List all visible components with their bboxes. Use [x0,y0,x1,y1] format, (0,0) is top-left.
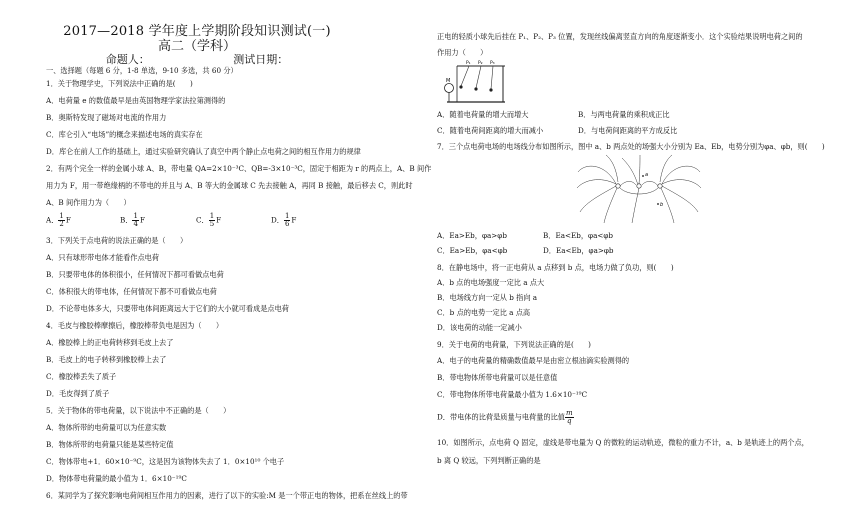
q4-option-a: A．橡胶棒上的正电荷转移到毛皮上去了 [46,338,174,347]
q4-option-b: B．毛皮上的电子转移到橡胶棒上去了 [46,355,167,364]
q8-option-d: D．该电荷的动能一定减小 [437,323,522,332]
section-heading: 一、选择题（每题 6 分，1-8 单选，9-10 多选，共 60 分） [46,66,238,75]
q4-option-d: D．毛皮得到了质子 [46,389,110,398]
q6-fig-label-p1: P₁ [466,61,471,66]
q8-option-a: A．b 点的电场强度一定比 a 点大 [437,278,545,287]
q7-stem: 7．三个点电荷电场的电场线分布如图所示，图中 a、b 两点处的场强大小分别为 Ea、Eb，电势分别为φa、φb，则( ) [437,142,825,151]
q4-option-c: C．橡胶棒丢失了质子 [46,372,117,381]
q9-option-b: B．带电物体所带电荷量可以是任意值 [437,373,558,382]
q3-option-d: D．不论带电体多大，只要带电体间距离远大于它们的大小就可看成是点电荷 [46,304,289,313]
exam-title: 2017—2018 学年度上学期阶段知识测试(一) [63,24,331,39]
q6-fig-label-m: M [446,78,451,84]
q6-line-1: 6．某同学为了探究影响电荷间相互作用力的因素，进行了以下的实验:M 是一个带正电的物体，把系在丝线上的带 [46,491,408,500]
q7-option-c: C．Ea>Eb，φa<φb [437,246,508,255]
author-label: 命题人： [105,53,150,66]
exam-subtitle: 高二（学科） [157,39,236,54]
q3-option-b: B．只要带电体的体积很小，任何情况下都可看做点电荷 [46,270,224,279]
q5-stem: 5．关于物体的带电荷量，以下说法中不正确的是（ ） [46,406,231,415]
q5-option-c: C．物体带电+1．60×10⁻⁹C，这是因为该物体失去了 1．0×10¹⁰ 个电子 [46,457,285,466]
q6-line-2: 正电的轻质小球先后挂在 P₁、P₂、P₃ 位置，发现丝线偏离竖直方向的角度逐渐变小．这个实验结果说明电荷之间的 [437,32,803,41]
q1-option-b: B．奥斯特发现了磁场对电流的作用力 [46,113,167,122]
date-label: 测试日期： [233,53,289,66]
q1-stem: 1．关于物理学史，下列说法中正确的是( ) [46,79,193,88]
q4-stem: 4．毛皮与橡胶棒摩擦后，橡胶棒带负电是因为（ ） [46,321,224,330]
q3-option-a: A．只有球形带电体才能看作点电荷 [46,253,160,262]
q6-fig-label-p3: P₃ [490,61,495,66]
q5-option-a: A．物体所带的电荷量可以为任意实数 [46,423,167,432]
q7-option-d: D．Ea<Eb，φa>φb [543,246,614,255]
q6-option-a: A．随着电荷量的增大而增大 [437,110,529,119]
q7-option-b: B．Ea<Eb，φa<φb [543,231,614,240]
q2-line-3: A、B 间作用力为（ ） [46,198,131,207]
q6-option-c: C．随着电荷间距离的增大而减小 [437,126,544,135]
q10-line-1: 10．如图所示，点电荷 Q 固定，虚线是带电量为 Q 的微粒的运动轨迹，微粒的重力不计，a、b 是轨迹上的两个点， [437,438,809,447]
q1-option-a: A．电荷量 e 的数值最早是由英国物理学家法拉第测得的 [46,96,226,105]
q8-option-b: B．电场线方向一定从 b 指向 a [437,293,538,302]
q10-line-2: b 离 Q 较远，下列判断正确的是 [437,456,541,465]
q3-option-c: C．体积很大的带电体，任何情况下都不可看做点电荷 [46,287,217,296]
q1-option-d: D．库仑在前人工作的基础上，通过实验研究确认了真空中两个静止点电荷之间的相互作用力的规律 [46,147,361,156]
q2-option-a: A． $\frac{1}{2}$ F [46,212,71,228]
q9-option-d: D．带电体的比荷是质量与电荷量的比值 $\frac{m}{q}$ [437,409,573,425]
exam-meta [0,51,394,67]
q5-option-b: B．物体所带的电荷量只能是某些特定值 [46,440,174,449]
q9-option-c: C．带电物体所带电荷量最小值为 1.6×10⁻¹⁹C [437,390,588,399]
q7-fig-label-b: b [660,202,664,208]
q2-option-b: B． $\frac{1}{4}$ F [120,212,145,228]
q1-option-c: C．库仑引入“电场”的概念来描述电场的真实存在 [46,130,203,139]
q5-option-d: D．物体带电荷量的最小值为 1．6×10⁻¹⁹C [46,474,187,483]
q7-option-a: A．Ea>Eb，φa>φb [437,231,507,240]
q9-stem: 9．关于电荷的电荷量，下列说法正确的是( ) [437,340,591,349]
q7-fig-label-a: a [645,172,649,178]
q6-option-d: D．与电荷间距离的平方成反比 [578,126,678,135]
q8-option-c: C．b 点的电势一定比 a 点高 [437,308,531,317]
q8-stem: 8．在静电场中，将一正电荷从 a 点移到 b 点，电场力做了负功，则( ) [437,263,674,272]
q6-figure [439,58,507,104]
q6-fig-label-p2: P₂ [478,61,483,66]
q2-option-d: D． $\frac{1}{6}$ F [271,212,297,228]
q6-option-b: B．与两电荷量的乘积成正比 [578,110,670,119]
q7-figure [576,154,702,224]
q3-stem: 3．下列关于点电荷的说法正确的是（ ） [46,236,188,245]
q6-line-3: 作用力（ ） [437,48,488,57]
q2-option-c: C． $\frac{1}{5}$ F [196,212,222,228]
q9-option-a: A．电子的电荷量的精确数值最早是由密立根油滴实验测得的 [437,356,630,365]
q2-line-1: 2．有两个完全一样的金属小球 A、B，带电量 QA=2×10⁻³C、QB=-3×10⁻³C，固定于相距为 r 的两点上，A、B 间作 [46,164,432,173]
q2-line-2: 用力为 F，用一带绝缘柄的不带电的并且与 A、B 等大的金属球 C 先去接触 A，再同 B 接触，最后移去 C，则此时 [46,181,413,190]
